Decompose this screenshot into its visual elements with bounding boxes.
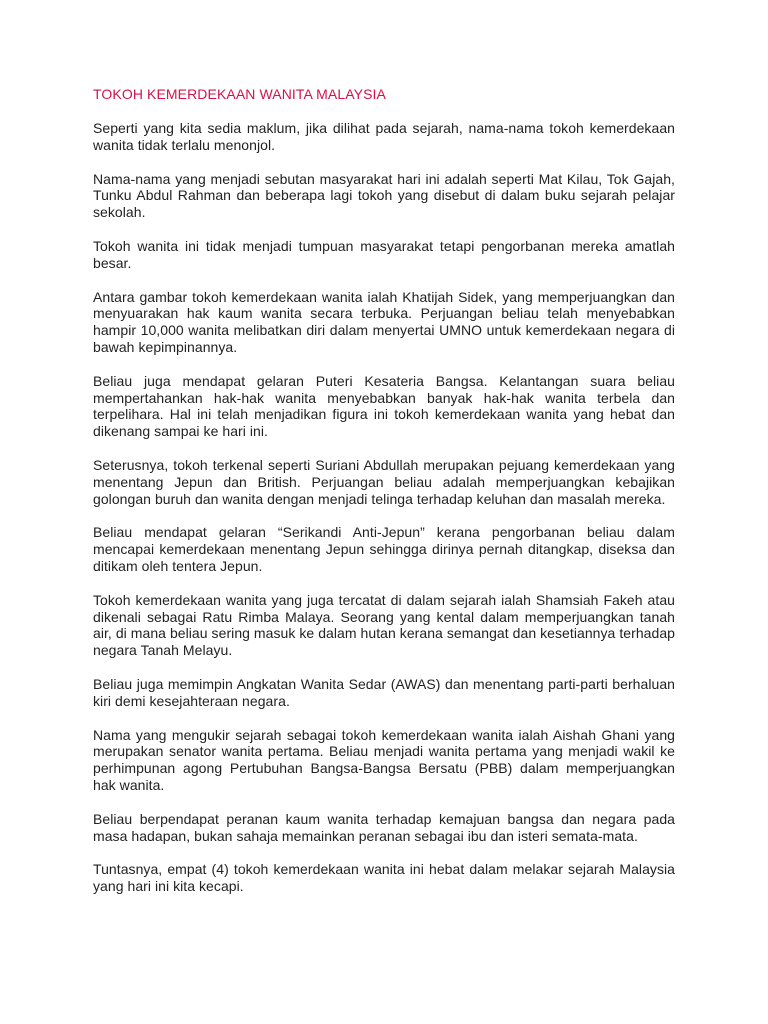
paragraph-1: Seperti yang kita sedia maklum, jika dilihat pada sejarah, nama-nama tokoh kemerdekaan wanita tidak terlalu menonjol. [93, 120, 675, 153]
paragraph-6: Seterusnya, tokoh terkenal seperti Suriani Abdullah merupakan pejuang kemerdekaan yang menentang Jepun dan British. Perjuangan beliau adalah memperjuangkan kebajikan golongan buruh dan wanita dengan menjadi telinga terhadap keluhan dan masalah mereka. [93, 456, 675, 507]
paragraph-8: Tokoh kemerdekaan wanita yang juga tercatat di dalam sejarah ialah Shamsiah Fakeh atau dikenali sebagai Ratu Rimba Malaya. Seorang yang kental dalam memperjuangkan tanah air, di mana beliau sering masuk ke dalam hutan kerana semangat dan kesetiannya terhadap negara Tanah Melayu. [93, 591, 675, 659]
paragraph-11: Beliau berpendapat peranan kaum wanita terhadap kemajuan bangsa dan negara pada masa hadapan, bukan sahaja memainkan peranan sebagai ibu dan isteri semata-mata. [93, 810, 675, 844]
paragraph-3: Tokoh wanita ini tidak menjadi tumpuan masyarakat tetapi pengorbanan mereka amatlah besar. [93, 237, 675, 271]
document-page [93, 86, 675, 912]
paragraph-9: Beliau juga memimpin Angkatan Wanita Sedar (AWAS) dan menentang parti-parti berhaluan kiri demi kesejahteraan negara. [93, 675, 675, 709]
paragraph-12: Tuntasnya, empat (4) tokoh kemerdekaan wanita ini hebat dalam melakar sejarah Malaysia yang hari ini kita kecapi. [93, 861, 675, 895]
document-title: TOKOH KEMERDEKAAN WANITA MALAYSIA [93, 86, 386, 102]
paragraph-7: Beliau mendapat gelaran “Serikandi Anti-Jepun” kerana pengorbanan beliau dalam mencapai kemerdekaan menentang Jepun sehingga dirinya pernah ditangkap, diseksa dan ditikam oleh tentera Jepun. [93, 524, 675, 574]
paragraph-2: Nama-nama yang menjadi sebutan masyarakat hari ini adalah seperti Mat Kilau, Tok Gajah, Tunku Abdul Rahman dan beberapa lagi tokoh yang disebut di dalam buku sejarah pelajar sekolah. [93, 170, 675, 221]
paragraph-4: Antara gambar tokoh kemerdekaan wanita ialah Khatijah Sidek, yang memperjuangkan dan menyuarakan hak kaum wanita secara terbuka. Perjuangan beliau telah menyebabkan hampir 10,000 wanita melibatkan diri dalam menyertai UMNO untuk kemerdekaan negara di bawah kepimpinannya. [93, 288, 675, 355]
paragraph-10: Nama yang mengukir sejarah sebagai tokoh kemerdekaan wanita ialah Aishah Ghani yang merupakan senator wanita pertama. Beliau menjadi wanita pertama yang menjadi wakil ke perhimpunan agong Pertubuhan Bangsa-Bangsa Bersatu (PBB) dalam memperjuangkan hak wanita. [93, 726, 675, 793]
paragraph-5: Beliau juga mendapat gelaran Puteri Kesateria Bangsa. Kelantangan suara beliau mempertahankan hak-hak wanita menyebabkan banyak hak-hak wanita terbela dan terpelihara. Hal ini telah menjadikan figura ini tokoh kemerdekaan wanita yang hebat dan dikenang sampai ke hari ini. [93, 372, 675, 440]
